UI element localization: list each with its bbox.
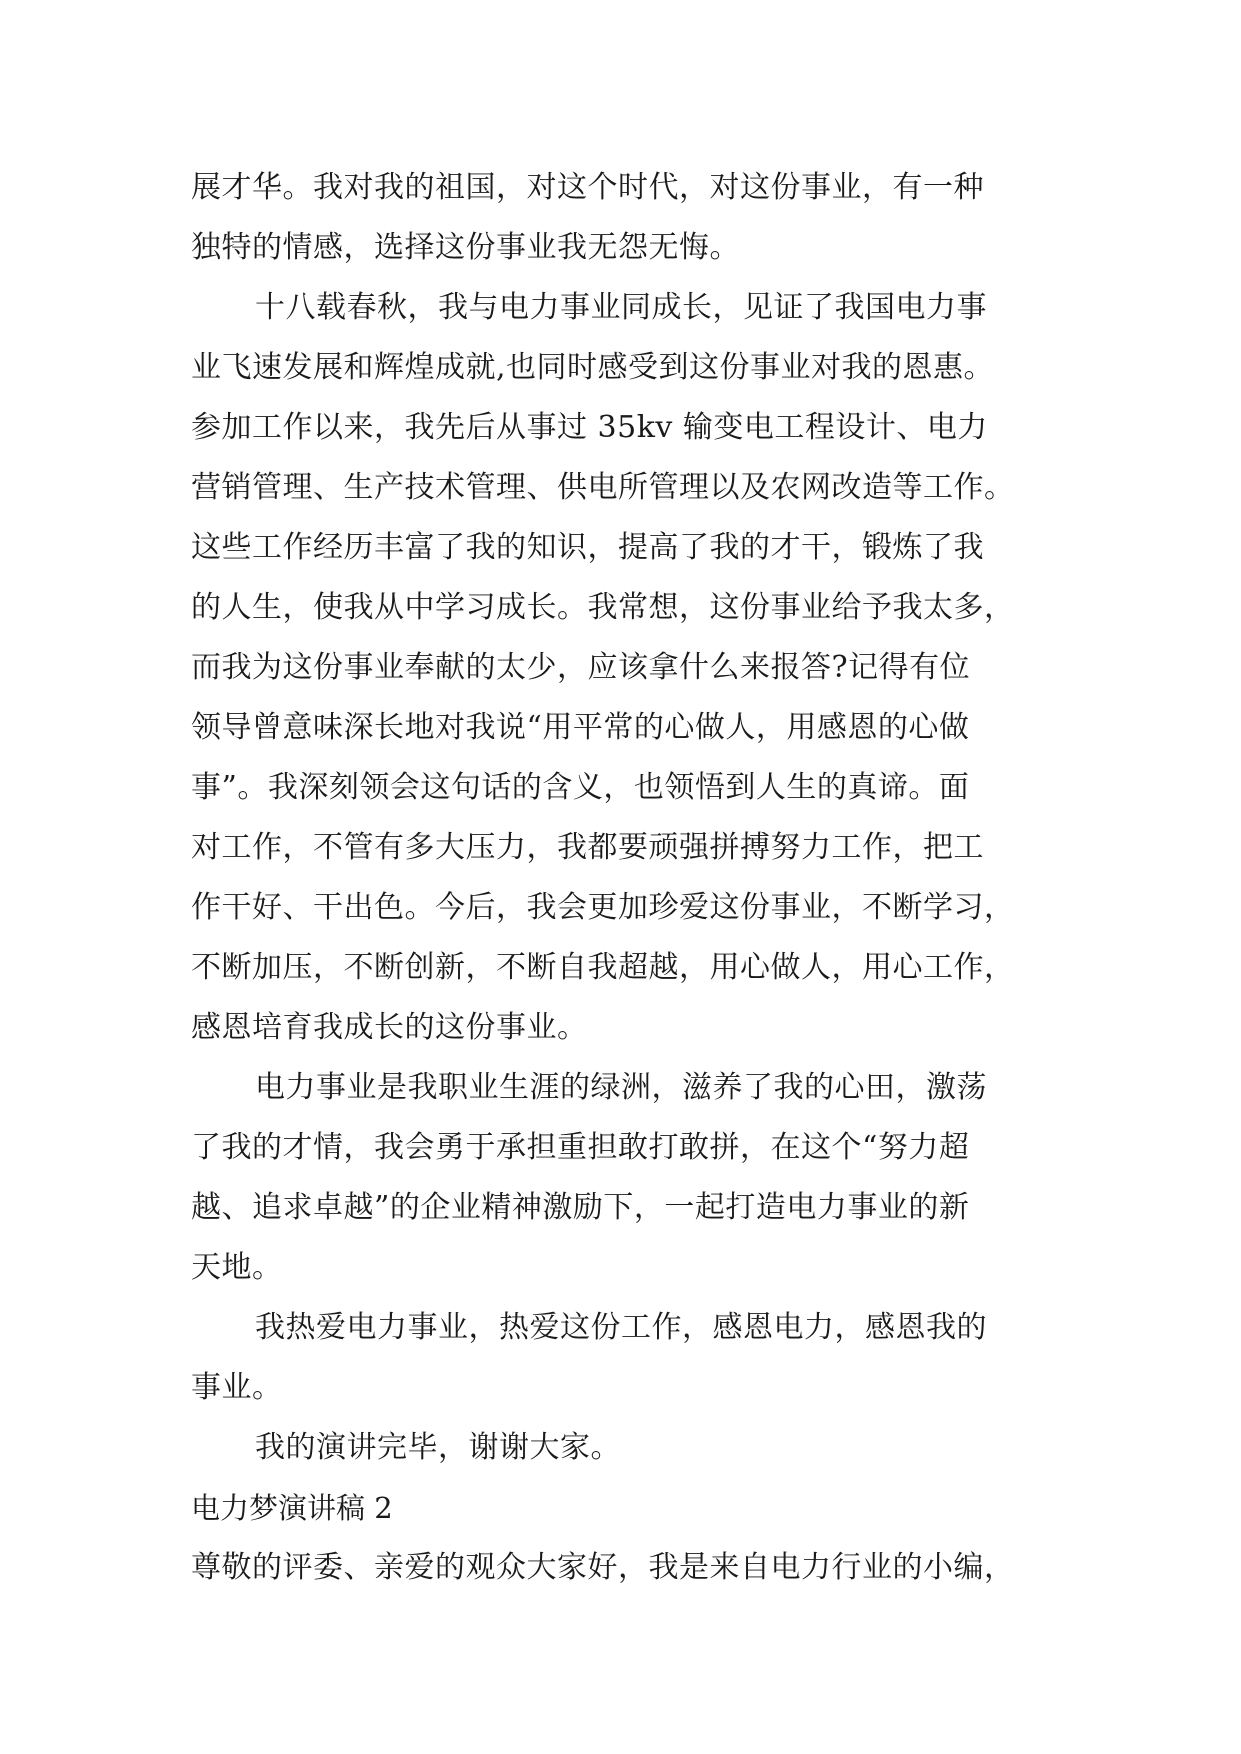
text-line: 参加工作以来，我先后从事过 35kv 输变电工程设计、电力 bbox=[191, 410, 988, 445]
text-line: 的人生，使我从中学习成长。我常想，这份事业给予我太多， bbox=[191, 590, 1015, 625]
paragraph-p2 bbox=[191, 278, 1051, 1058]
document-body bbox=[191, 158, 1051, 1478]
text-line: 独特的情感，选择这份事业我无怨无悔。 bbox=[191, 230, 740, 265]
document-page bbox=[191, 158, 1051, 1598]
text-line: 不断加压，不断创新，不断自我超越，用心做人，用心工作， bbox=[191, 950, 1015, 985]
text-line: 领导曾意味深长地对我说“用平常的心做人，用感恩的心做 bbox=[191, 710, 970, 745]
text-line: 十八载春秋，我与电力事业同成长，见证了我国电力事 bbox=[255, 290, 987, 325]
text-line: 事业。 bbox=[191, 1370, 283, 1405]
text-line: 我的演讲完毕，谢谢大家。 bbox=[255, 1430, 621, 1465]
text-line: 感恩培育我成长的这份事业。 bbox=[191, 1010, 588, 1045]
text-line: 了我的才情，我会勇于承担重担敢打敢拼，在这个“努力超 bbox=[191, 1130, 970, 1165]
text-line: 展才华。我对我的祖国，对这个时代，对这份事业，有一种 bbox=[191, 170, 984, 205]
text-line: 这些工作经历丰富了我的知识，提高了我的才干，锻炼了我 bbox=[191, 530, 984, 565]
paragraph-p5 bbox=[191, 1418, 1051, 1478]
section-first-line: 尊敬的评委、亲爱的观众大家好，我是来自电力行业的小编， bbox=[191, 1550, 1015, 1585]
paragraph-p4 bbox=[191, 1298, 1051, 1418]
text-line: 天地。 bbox=[191, 1250, 283, 1285]
paragraph-p3 bbox=[191, 1058, 1051, 1298]
text-line: 营销管理、生产技术管理、供电所管理以及农网改造等工作。 bbox=[191, 470, 1015, 505]
text-line: 对工作，不管有多大压力，我都要顽强拼搏努力工作，把工 bbox=[191, 830, 984, 865]
text-line: 事”。我深刻领会这句话的含义，也领悟到人生的真谛。面 bbox=[191, 770, 970, 805]
text-line: 我热爱电力事业，热爱这份工作，感恩电力，感恩我的 bbox=[255, 1310, 987, 1345]
section-title: 电力梦演讲稿 2 bbox=[191, 1491, 393, 1525]
text-line: 而我为这份事业奉献的太少，应该拿什么来报答?记得有位 bbox=[191, 650, 971, 685]
text-line: 业飞速发展和辉煌成就,也同时感受到这份事业对我的恩惠。 bbox=[191, 350, 995, 385]
text-line: 越、追求卓越”的企业精神激励下，一起打造电力事业的新 bbox=[191, 1190, 970, 1225]
text-line: 电力事业是我职业生涯的绿洲，滋养了我的心田，激荡 bbox=[255, 1070, 987, 1105]
paragraph-p1 bbox=[191, 158, 1051, 278]
text-line: 作干好、干出色。今后，我会更加珍爱这份事业，不断学习， bbox=[191, 890, 1015, 925]
